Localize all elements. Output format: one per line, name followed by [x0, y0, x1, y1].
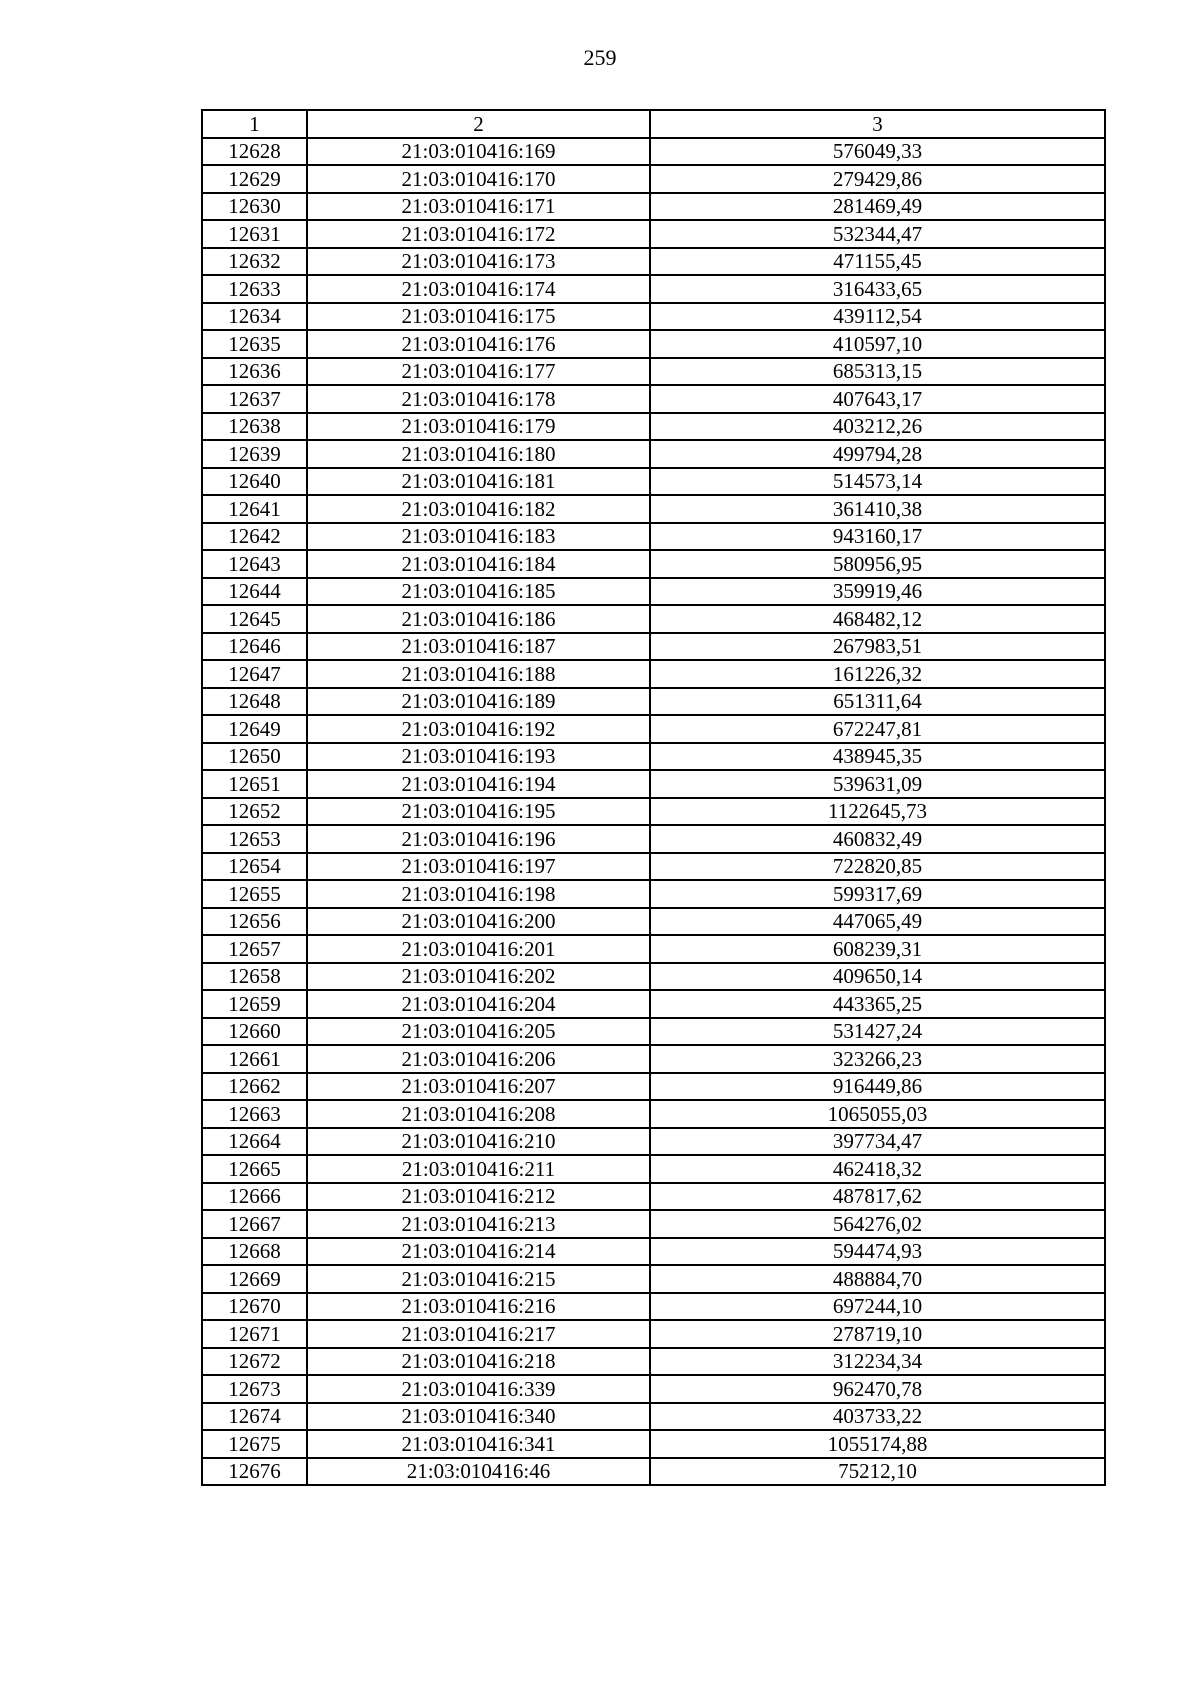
value-cell: 599317,69 [650, 880, 1105, 908]
table-row [202, 1403, 1105, 1431]
row-number-cell: 12632 [202, 248, 307, 276]
value-cell: 403733,22 [650, 1403, 1105, 1431]
cadastral-number-cell: 21:03:010416:173 [307, 248, 650, 276]
table-row [202, 688, 1105, 716]
table-row [202, 440, 1105, 468]
row-number-cell: 12651 [202, 770, 307, 798]
cadastral-number-cell: 21:03:010416:201 [307, 935, 650, 963]
table-row [202, 1265, 1105, 1293]
table-row [202, 1320, 1105, 1348]
table-row [202, 1210, 1105, 1238]
cadastral-number-cell: 21:03:010416:189 [307, 688, 650, 716]
header-cell-2: 2 [307, 110, 650, 138]
value-cell: 580956,95 [650, 550, 1105, 578]
cadastral-number-cell: 21:03:010416:192 [307, 715, 650, 743]
row-number-cell: 12638 [202, 413, 307, 441]
row-number-cell: 12659 [202, 990, 307, 1018]
table-row [202, 413, 1105, 441]
table-row [202, 633, 1105, 661]
cadastral-number-cell: 21:03:010416:218 [307, 1348, 650, 1376]
table-row [202, 1155, 1105, 1183]
table-body [202, 138, 1105, 1486]
cadastral-number-cell: 21:03:010416:207 [307, 1073, 650, 1101]
table-row [202, 1238, 1105, 1266]
table-row [202, 303, 1105, 331]
cadastral-number-cell: 21:03:010416:214 [307, 1238, 650, 1266]
table-row [202, 660, 1105, 688]
value-cell: 316433,65 [650, 275, 1105, 303]
header-cell-1: 1 [202, 110, 307, 138]
cadastral-number-cell: 21:03:010416:341 [307, 1430, 650, 1458]
value-cell: 608239,31 [650, 935, 1105, 963]
table-row [202, 1073, 1105, 1101]
table-row [202, 1458, 1105, 1486]
value-cell: 1055174,88 [650, 1430, 1105, 1458]
table-row [202, 825, 1105, 853]
cadastral-number-cell: 21:03:010416:195 [307, 798, 650, 826]
value-cell: 409650,14 [650, 963, 1105, 991]
value-cell: 722820,85 [650, 853, 1105, 881]
table-row [202, 220, 1105, 248]
cadastral-number-cell: 21:03:010416:339 [307, 1375, 650, 1403]
row-number-cell: 12656 [202, 908, 307, 936]
cadastral-number-cell: 21:03:010416:186 [307, 605, 650, 633]
data-table [201, 109, 1106, 1486]
cadastral-number-cell: 21:03:010416:179 [307, 413, 650, 441]
cadastral-number-cell: 21:03:010416:215 [307, 1265, 650, 1293]
value-cell: 403212,26 [650, 413, 1105, 441]
table-row [202, 1430, 1105, 1458]
row-number-cell: 12654 [202, 853, 307, 881]
cadastral-number-cell: 21:03:010416:46 [307, 1458, 650, 1486]
value-cell: 576049,33 [650, 138, 1105, 166]
value-cell: 697244,10 [650, 1293, 1105, 1321]
row-number-cell: 12630 [202, 193, 307, 221]
table-row [202, 248, 1105, 276]
table-row [202, 578, 1105, 606]
value-cell: 323266,23 [650, 1045, 1105, 1073]
table-row [202, 1375, 1105, 1403]
row-number-cell: 12645 [202, 605, 307, 633]
row-number-cell: 12646 [202, 633, 307, 661]
value-cell: 564276,02 [650, 1210, 1105, 1238]
table-row [202, 275, 1105, 303]
cadastral-number-cell: 21:03:010416:181 [307, 468, 650, 496]
row-number-cell: 12637 [202, 385, 307, 413]
table-row [202, 1100, 1105, 1128]
header-cell-3: 3 [650, 110, 1105, 138]
value-cell: 267983,51 [650, 633, 1105, 661]
value-cell: 531427,24 [650, 1018, 1105, 1046]
table-row [202, 880, 1105, 908]
cadastral-number-cell: 21:03:010416:206 [307, 1045, 650, 1073]
table-row [202, 1183, 1105, 1211]
row-number-cell: 12670 [202, 1293, 307, 1321]
row-number-cell: 12643 [202, 550, 307, 578]
row-number-cell: 12657 [202, 935, 307, 963]
row-number-cell: 12653 [202, 825, 307, 853]
value-cell: 278719,10 [650, 1320, 1105, 1348]
value-cell: 1065055,03 [650, 1100, 1105, 1128]
table-row [202, 605, 1105, 633]
row-number-cell: 12628 [202, 138, 307, 166]
row-number-cell: 12675 [202, 1430, 307, 1458]
value-cell: 488884,70 [650, 1265, 1105, 1293]
cadastral-number-cell: 21:03:010416:172 [307, 220, 650, 248]
value-cell: 962470,78 [650, 1375, 1105, 1403]
value-cell: 916449,86 [650, 1073, 1105, 1101]
cadastral-number-cell: 21:03:010416:200 [307, 908, 650, 936]
value-cell: 161226,32 [650, 660, 1105, 688]
row-number-cell: 12633 [202, 275, 307, 303]
value-cell: 471155,45 [650, 248, 1105, 276]
value-cell: 443365,25 [650, 990, 1105, 1018]
row-number-cell: 12666 [202, 1183, 307, 1211]
cadastral-number-cell: 21:03:010416:196 [307, 825, 650, 853]
cadastral-number-cell: 21:03:010416:194 [307, 770, 650, 798]
value-cell: 539631,09 [650, 770, 1105, 798]
cadastral-number-cell: 21:03:010416:185 [307, 578, 650, 606]
table-row [202, 963, 1105, 991]
row-number-cell: 12631 [202, 220, 307, 248]
table-row [202, 1348, 1105, 1376]
table-row [202, 1018, 1105, 1046]
row-number-cell: 12662 [202, 1073, 307, 1101]
value-cell: 1122645,73 [650, 798, 1105, 826]
value-cell: 462418,32 [650, 1155, 1105, 1183]
value-cell: 460832,49 [650, 825, 1105, 853]
cadastral-number-cell: 21:03:010416:216 [307, 1293, 650, 1321]
value-cell: 685313,15 [650, 358, 1105, 386]
cadastral-number-cell: 21:03:010416:171 [307, 193, 650, 221]
row-number-cell: 12668 [202, 1238, 307, 1266]
cadastral-number-cell: 21:03:010416:202 [307, 963, 650, 991]
cadastral-number-cell: 21:03:010416:212 [307, 1183, 650, 1211]
cadastral-number-cell: 21:03:010416:210 [307, 1128, 650, 1156]
value-cell: 438945,35 [650, 743, 1105, 771]
value-cell: 672247,81 [650, 715, 1105, 743]
value-cell: 361410,38 [650, 495, 1105, 523]
value-cell: 312234,34 [650, 1348, 1105, 1376]
row-number-cell: 12647 [202, 660, 307, 688]
row-number-cell: 12644 [202, 578, 307, 606]
cadastral-number-cell: 21:03:010416:177 [307, 358, 650, 386]
cadastral-number-cell: 21:03:010416:176 [307, 330, 650, 358]
row-number-cell: 12676 [202, 1458, 307, 1486]
cadastral-number-cell: 21:03:010416:213 [307, 1210, 650, 1238]
cadastral-number-cell: 21:03:010416:175 [307, 303, 650, 331]
row-number-cell: 12658 [202, 963, 307, 991]
cadastral-number-cell: 21:03:010416:170 [307, 165, 650, 193]
row-number-cell: 12672 [202, 1348, 307, 1376]
cadastral-number-cell: 21:03:010416:204 [307, 990, 650, 1018]
row-number-cell: 12648 [202, 688, 307, 716]
table-row [202, 935, 1105, 963]
table-row [202, 743, 1105, 771]
header-row [202, 110, 1105, 138]
cadastral-number-cell: 21:03:010416:193 [307, 743, 650, 771]
cadastral-number-cell: 21:03:010416:198 [307, 880, 650, 908]
value-cell: 468482,12 [650, 605, 1105, 633]
table-row [202, 330, 1105, 358]
value-cell: 359919,46 [650, 578, 1105, 606]
value-cell: 281469,49 [650, 193, 1105, 221]
table-row [202, 193, 1105, 221]
value-cell: 514573,14 [650, 468, 1105, 496]
value-cell: 397734,47 [650, 1128, 1105, 1156]
row-number-cell: 12655 [202, 880, 307, 908]
value-cell: 75212,10 [650, 1458, 1105, 1486]
table-row [202, 550, 1105, 578]
table-row [202, 165, 1105, 193]
value-cell: 279429,86 [650, 165, 1105, 193]
table-row [202, 798, 1105, 826]
value-cell: 487817,62 [650, 1183, 1105, 1211]
table-row [202, 385, 1105, 413]
row-number-cell: 12673 [202, 1375, 307, 1403]
cadastral-number-cell: 21:03:010416:169 [307, 138, 650, 166]
table-row [202, 1293, 1105, 1321]
table-row [202, 1128, 1105, 1156]
table-row [202, 990, 1105, 1018]
row-number-cell: 12650 [202, 743, 307, 771]
row-number-cell: 12667 [202, 1210, 307, 1238]
row-number-cell: 12660 [202, 1018, 307, 1046]
table-header [202, 110, 1105, 138]
row-number-cell: 12639 [202, 440, 307, 468]
value-cell: 410597,10 [650, 330, 1105, 358]
cadastral-number-cell: 21:03:010416:182 [307, 495, 650, 523]
cadastral-number-cell: 21:03:010416:188 [307, 660, 650, 688]
row-number-cell: 12652 [202, 798, 307, 826]
row-number-cell: 12642 [202, 523, 307, 551]
table-row [202, 358, 1105, 386]
row-number-cell: 12674 [202, 1403, 307, 1431]
cadastral-number-cell: 21:03:010416:340 [307, 1403, 650, 1431]
cadastral-number-cell: 21:03:010416:184 [307, 550, 650, 578]
row-number-cell: 12671 [202, 1320, 307, 1348]
row-number-cell: 12665 [202, 1155, 307, 1183]
cadastral-number-cell: 21:03:010416:205 [307, 1018, 650, 1046]
row-number-cell: 12640 [202, 468, 307, 496]
value-cell: 439112,54 [650, 303, 1105, 331]
table-row [202, 468, 1105, 496]
cadastral-number-cell: 21:03:010416:174 [307, 275, 650, 303]
cadastral-number-cell: 21:03:010416:178 [307, 385, 650, 413]
table-row [202, 523, 1105, 551]
cadastral-number-cell: 21:03:010416:187 [307, 633, 650, 661]
table-row [202, 715, 1105, 743]
row-number-cell: 12636 [202, 358, 307, 386]
table-row [202, 853, 1105, 881]
value-cell: 943160,17 [650, 523, 1105, 551]
table-row [202, 138, 1105, 166]
cadastral-number-cell: 21:03:010416:183 [307, 523, 650, 551]
row-number-cell: 12661 [202, 1045, 307, 1073]
table-row [202, 908, 1105, 936]
cadastral-number-cell: 21:03:010416:217 [307, 1320, 650, 1348]
cadastral-number-cell: 21:03:010416:208 [307, 1100, 650, 1128]
table-row [202, 770, 1105, 798]
row-number-cell: 12669 [202, 1265, 307, 1293]
value-cell: 407643,17 [650, 385, 1105, 413]
row-number-cell: 12629 [202, 165, 307, 193]
row-number-cell: 12634 [202, 303, 307, 331]
value-cell: 532344,47 [650, 220, 1105, 248]
value-cell: 447065,49 [650, 908, 1105, 936]
cadastral-number-cell: 21:03:010416:211 [307, 1155, 650, 1183]
row-number-cell: 12649 [202, 715, 307, 743]
row-number-cell: 12635 [202, 330, 307, 358]
value-cell: 651311,64 [650, 688, 1105, 716]
cadastral-number-cell: 21:03:010416:180 [307, 440, 650, 468]
row-number-cell: 12663 [202, 1100, 307, 1128]
table-row [202, 1045, 1105, 1073]
row-number-cell: 12664 [202, 1128, 307, 1156]
value-cell: 499794,28 [650, 440, 1105, 468]
value-cell: 594474,93 [650, 1238, 1105, 1266]
row-number-cell: 12641 [202, 495, 307, 523]
cadastral-number-cell: 21:03:010416:197 [307, 853, 650, 881]
page-number: 259 [583, 45, 617, 70]
table-row [202, 495, 1105, 523]
